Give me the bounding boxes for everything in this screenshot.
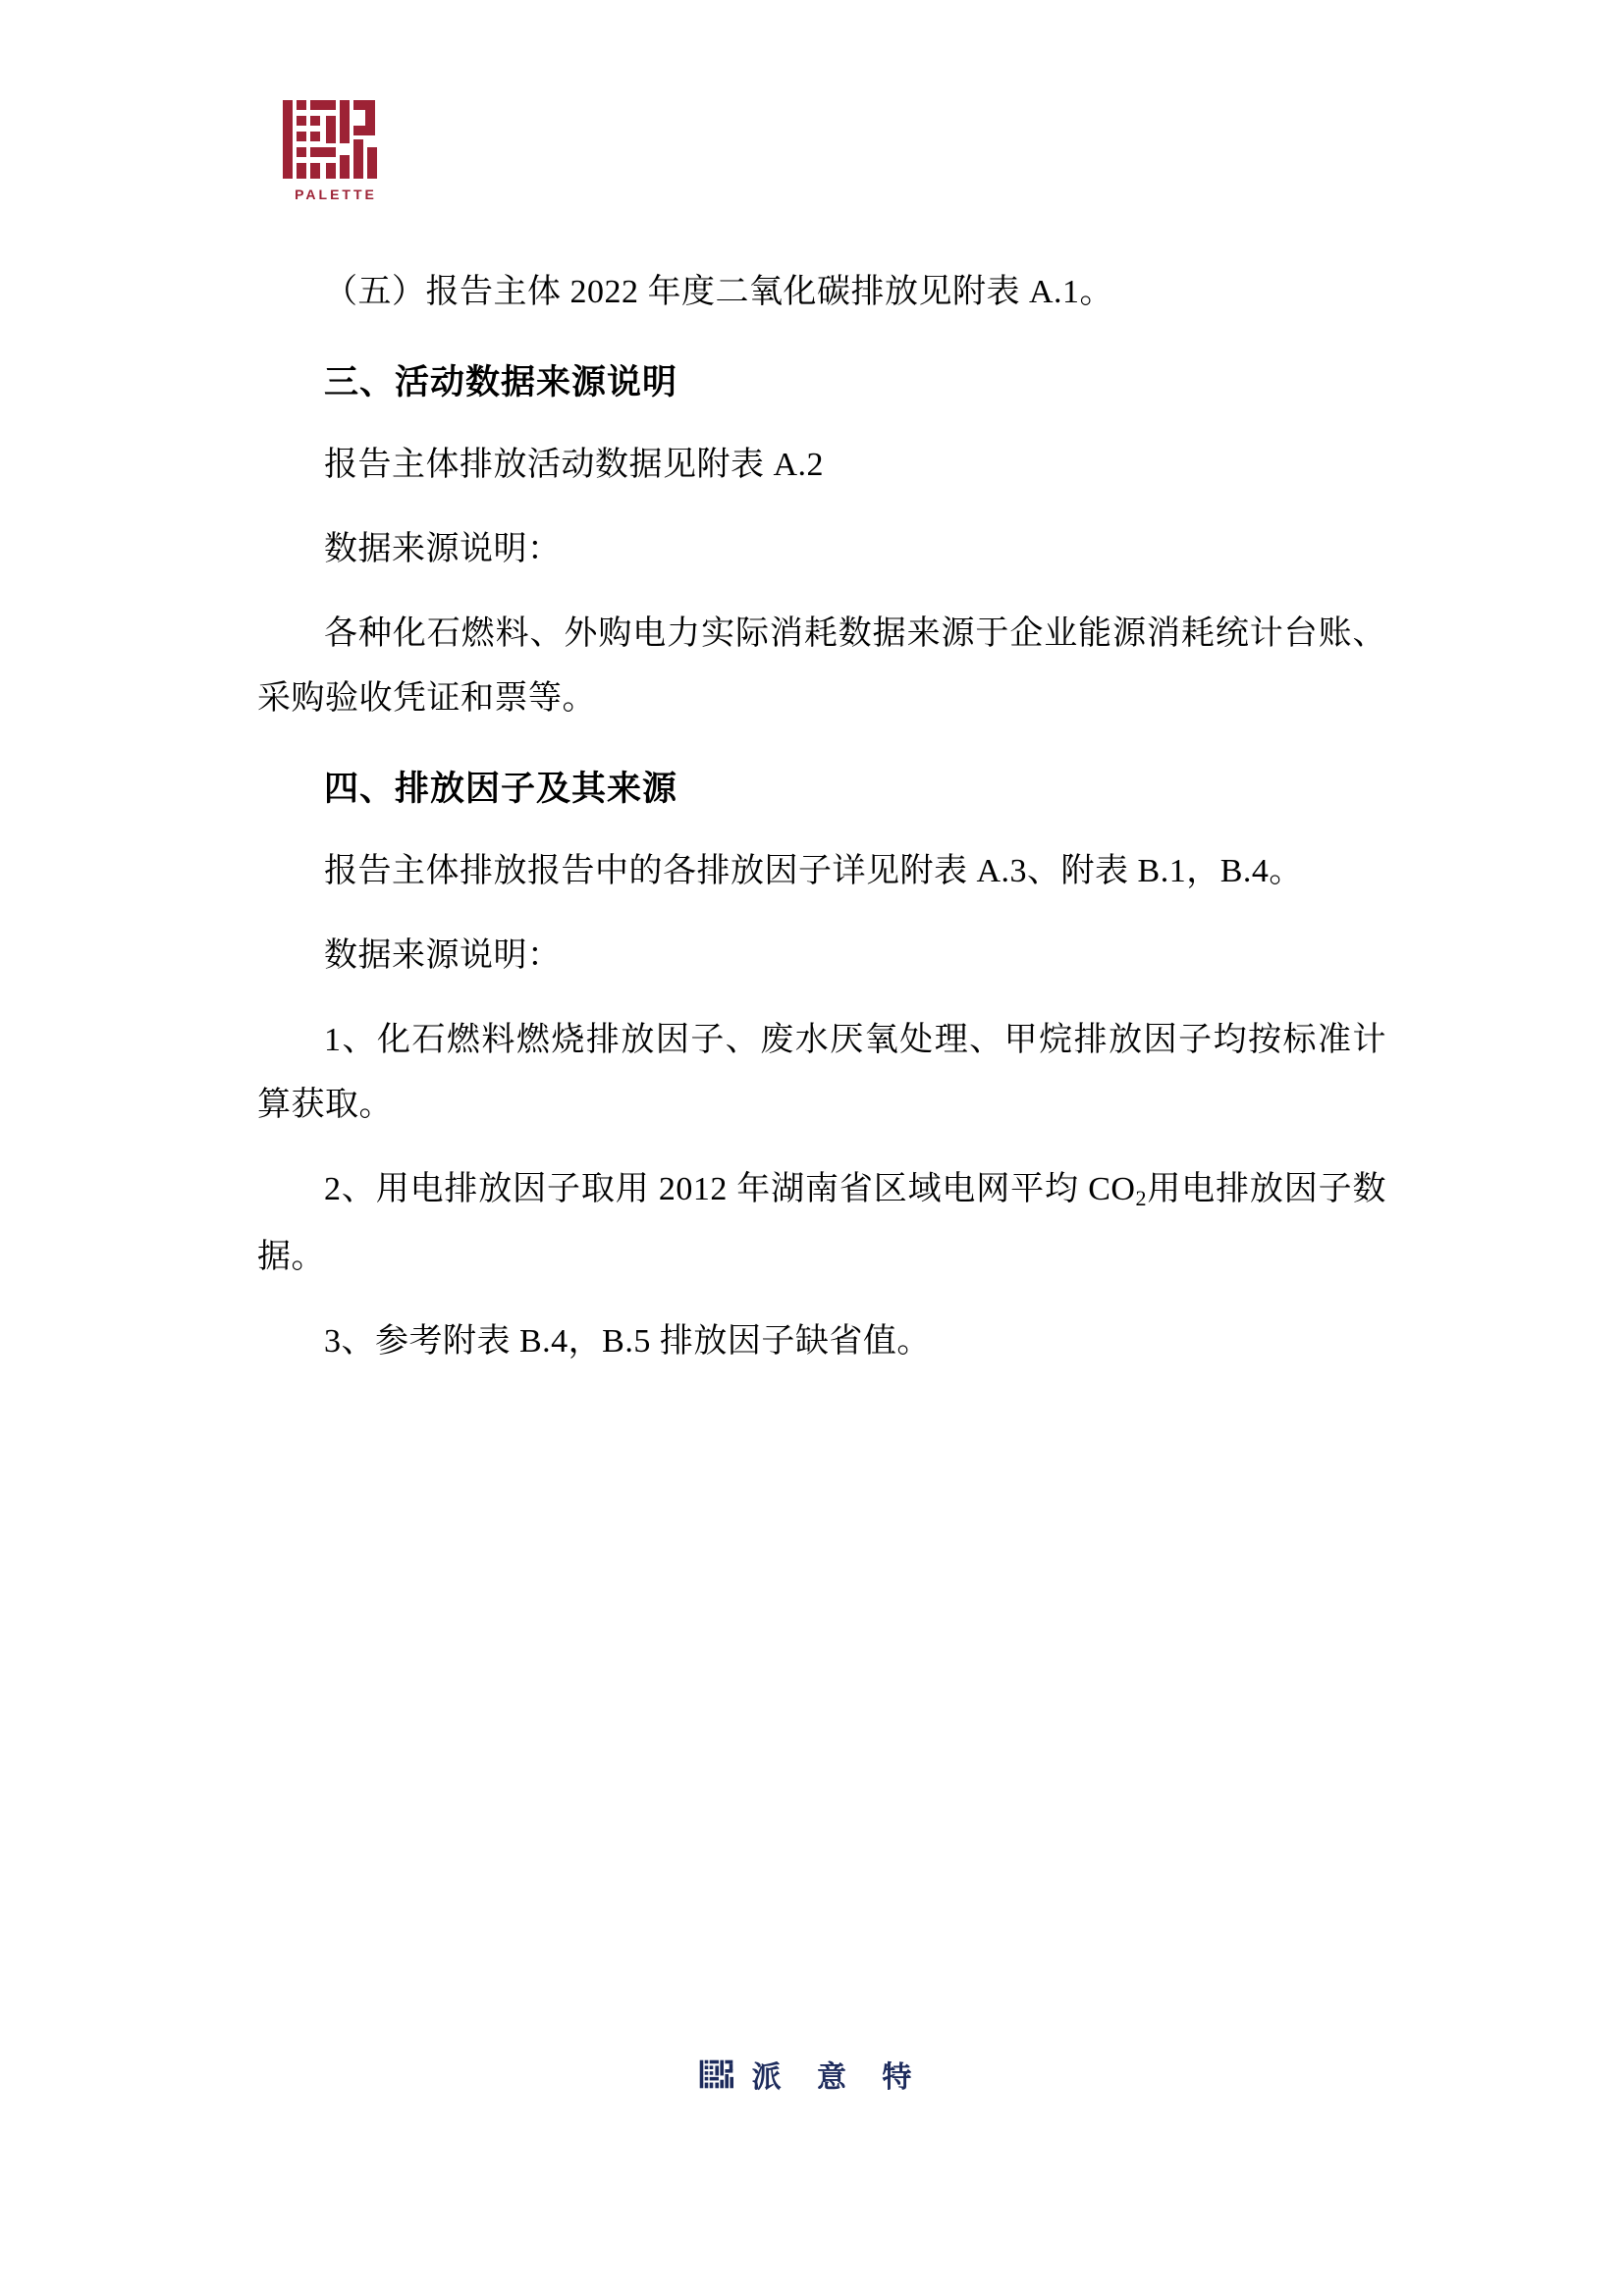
paragraph-data-source-label-2: 数据来源说明： <box>324 937 562 974</box>
logo-wordmark: PALETTE <box>295 187 377 202</box>
paragraph-item-3: 3、参考附表 B.4，B.5 排放因子缺省值。 <box>324 1323 931 1360</box>
paragraph-item-2-text-b: 用电排放因子数据。 <box>257 1171 1387 1275</box>
section-heading-activity-data-source: 三、活动数据来源说明 <box>324 363 678 401</box>
paragraph-item-2-text-a: 2、用电排放因子取用 2012 年湖南省区域电网平均 CO <box>324 1171 1136 1207</box>
section-heading-emission-factors: 四、排放因子及其来源 <box>324 770 678 808</box>
footer-brand-text: 派 意 特 <box>751 2061 926 2094</box>
paragraph-annex-a2: 报告主体排放活动数据见附表 A.2 <box>324 447 825 483</box>
palette-maze-logo-icon <box>281 98 391 181</box>
paragraph-annex-a1: （五）报告主体 2022 年度二氧化碳排放见附表 A.1。 <box>324 274 1114 310</box>
co2-subscript: 2 <box>1135 1186 1147 1211</box>
paragraph-item-2 <box>257 1157 1386 1290</box>
paragraph-emission-factor-annexes: 报告主体排放报告中的各排放因子详见附表 A.3、附表 B.1，B.4。 <box>324 853 1303 889</box>
document-body <box>257 260 1386 1374</box>
paragraph-item-1: 1、化石燃料燃烧排放因子、废水厌氧处理、甲烷排放因子均按标准计算获取。 <box>257 1022 1386 1123</box>
paragraph-data-source-label-1: 数据来源说明： <box>324 531 562 567</box>
paragraph-fuel-electricity-source: 各种化石燃料、外购电力实际消耗数据来源于企业能源消耗统计台账、采购验收凭证和票等。 <box>257 615 1386 717</box>
palette-maze-logo-icon <box>699 2052 738 2097</box>
header-logo <box>257 98 414 202</box>
page-footer <box>0 2052 1624 2097</box>
